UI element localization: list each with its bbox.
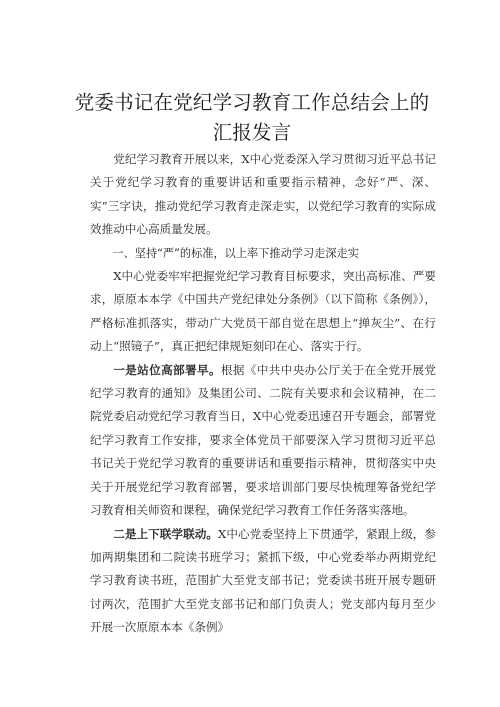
paragraph-point-1 <box>90 359 436 523</box>
paragraph-lead: 二是上下联学联动。 <box>113 526 219 541</box>
paragraph-point-2 <box>90 523 436 640</box>
paragraph-text: X中心党委牢牢把握党纪学习教育目标要求，突出高标准、严要求，原原本本学《中国共产党纪律处分条例》（以下简称《条例》），严格标准抓落实，带动广大党员干部自觉在思想上“掸灰尘”、在行动上“照镜子”，真正把纪律规矩刻印在心、落实于行。 <box>90 269 436 354</box>
paragraph-section-1 <box>90 265 436 359</box>
paragraph-intro <box>90 148 436 242</box>
document-body <box>90 148 436 640</box>
paragraph-text: 党纪学习教育开展以来，X中心党委深入学习贯彻习近平总书记关于党纪学习教育的重要讲话和重要指示精神，念好“严、深、实”三字诀，推动党纪学习教育走深走实，以党纪学习教育的实际成效推动中心高质量发展。 <box>90 152 436 237</box>
paragraph-lead: 一是站位高部署早。 <box>113 362 221 377</box>
section-heading-1: 一、坚持“严”的标准，以上率下推动学习走深走实 <box>112 246 359 260</box>
paragraph-text: X中心党委坚持上下贯通学，紧跟上级，参加两期集团和二院读书班学习；紧抓下级，中心党委举办两期党纪学习教育读书班，范围扩大至党支部书记；党委读书班开展专题研讨两次，范围扩大至党支部书记和部门负责人；党支部内每月至少开展一次原原本本《条例》 <box>90 526 436 635</box>
document-title: 党委书记在党纪学习教育工作总结会上的汇报发言 <box>74 91 430 144</box>
paragraph-text: 根据《中共中央办公厅关于在全党开展党纪学习教育的通知》及集团公司、二院有关要求和会议精神，在二院党委启动党纪学习教育当日，X中心党委迅速召开专题会，部署党纪学习教育工作安排，要求全体党员干部要深入学习贯彻习近平总书记关于党纪学习教育的重要讲话和重要指示精神，贯彻落实中央关于开展党纪学习教育部署，要求培训部门要尽快梳理筹备党纪学习教育相关师资和课程，确保党纪学习教育工作任务落实落地。 <box>90 362 436 518</box>
